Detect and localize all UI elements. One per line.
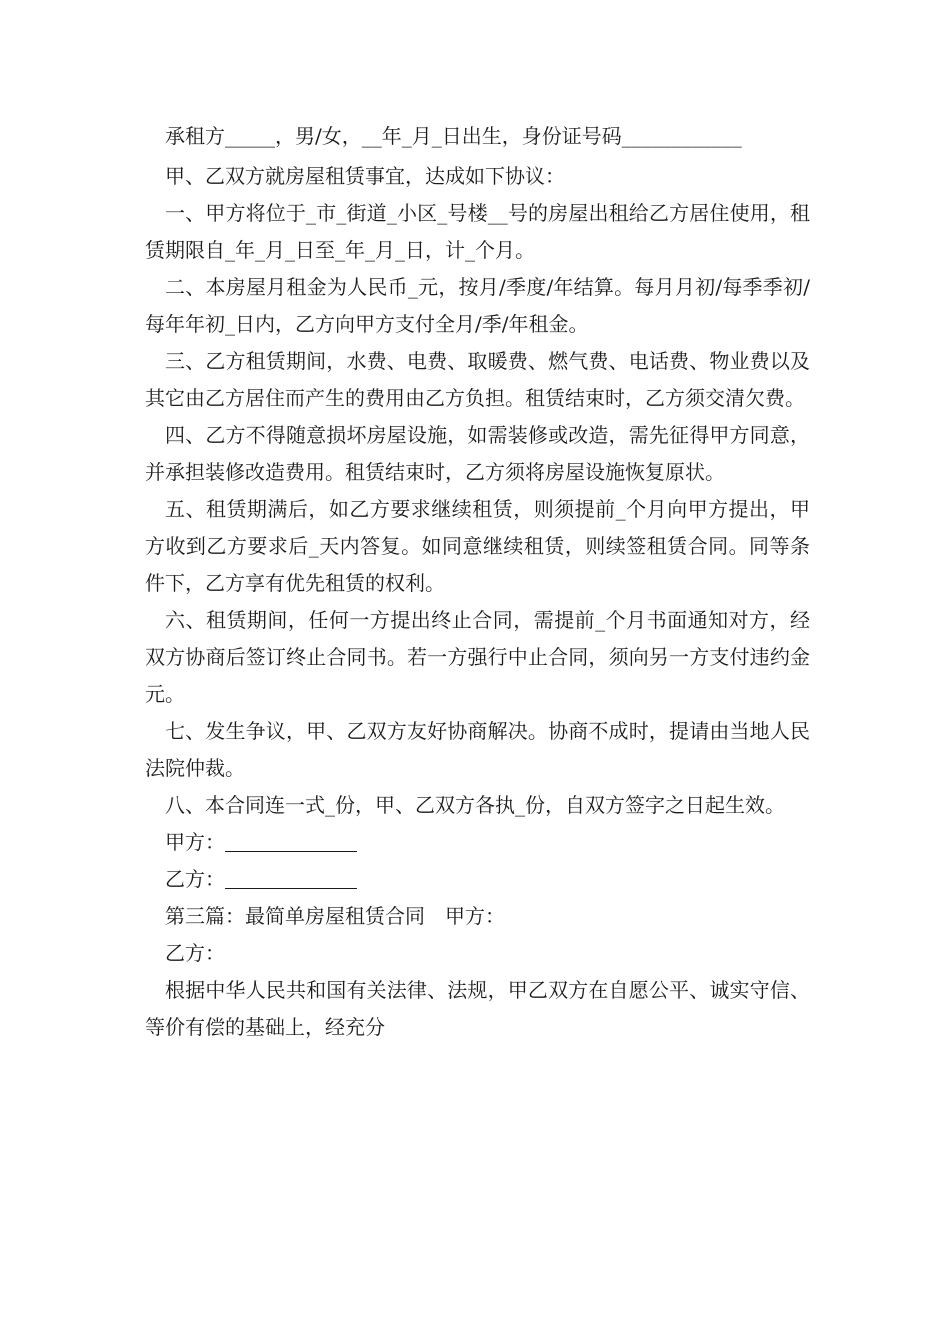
party-b-signature-line: [225, 868, 357, 889]
party-b-label-2: 乙方：: [165, 941, 225, 965]
clause-2: 二、本房屋月租金为人民币_元，按月/季度/年结算。每月月初/每季季初/每年年初_日内，乙方向甲方支付全月/季/年租金。: [145, 275, 810, 336]
party-b-signature-row: [145, 861, 810, 898]
clause-8: 八、本合同连一式_份，甲、乙双方各执_份，自双方签字之日起生效。: [165, 793, 785, 817]
clause-6: 六、租赁期间，任何一方提出终止合同，需提前_个月书面通知对方，经双方协商后签订终止合同书。若一方强行中止合同，须向另一方支付违约金元。: [145, 608, 810, 706]
section-title: 第三篇：最简单房屋租赁合同 甲方：: [165, 904, 505, 928]
contract-page: [145, 118, 810, 1046]
agreement-intro: 甲、乙双方就房屋租赁事宜，达成如下协议：: [165, 164, 565, 188]
clause-7: 七、发生争议，甲、乙双方友好协商解决。协商不成时，提请由当地人民法院仲裁。: [145, 719, 810, 780]
tenant-info-paragraph: 承租方_____，男/女，__年_月_日出生，身份证号码____________: [165, 124, 742, 148]
clause-5: 五、租赁期满后，如乙方要求继续租赁，则须提前_个月向甲方提出，甲方收到乙方要求后_天内答复。如同意继续租赁，则续签租赁合同。同等条件下，乙方享有优先租赁的权利。: [145, 497, 810, 595]
closing-paragraph: 根据中华人民共和国有关法律、法规，甲乙双方在自愿公平、诚实守信、等价有偿的基础上，经充分: [145, 978, 810, 1039]
party-a-signature-row: [145, 824, 810, 861]
clause-1: 一、甲方将位于_市_街道_小区_号楼__号的房屋出租给乙方居住使用，租赁期限自_年_月_日至_年_月_日，计_个月。: [145, 201, 810, 262]
party-a-label: 甲方：: [165, 830, 225, 854]
party-b-label: 乙方：: [165, 867, 225, 891]
clause-4: 四、乙方不得随意损坏房屋设施，如需装修或改造，需先征得甲方同意，并承担装修改造费用。租赁结束时，乙方须将房屋设施恢复原状。: [145, 423, 810, 484]
clause-3: 三、乙方租赁期间，水费、电费、取暖费、燃气费、电话费、物业费以及其它由乙方居住而产生的费用由乙方负担。租赁结束时，乙方须交清欠费。: [145, 349, 810, 410]
party-a-signature-line: [225, 831, 357, 852]
